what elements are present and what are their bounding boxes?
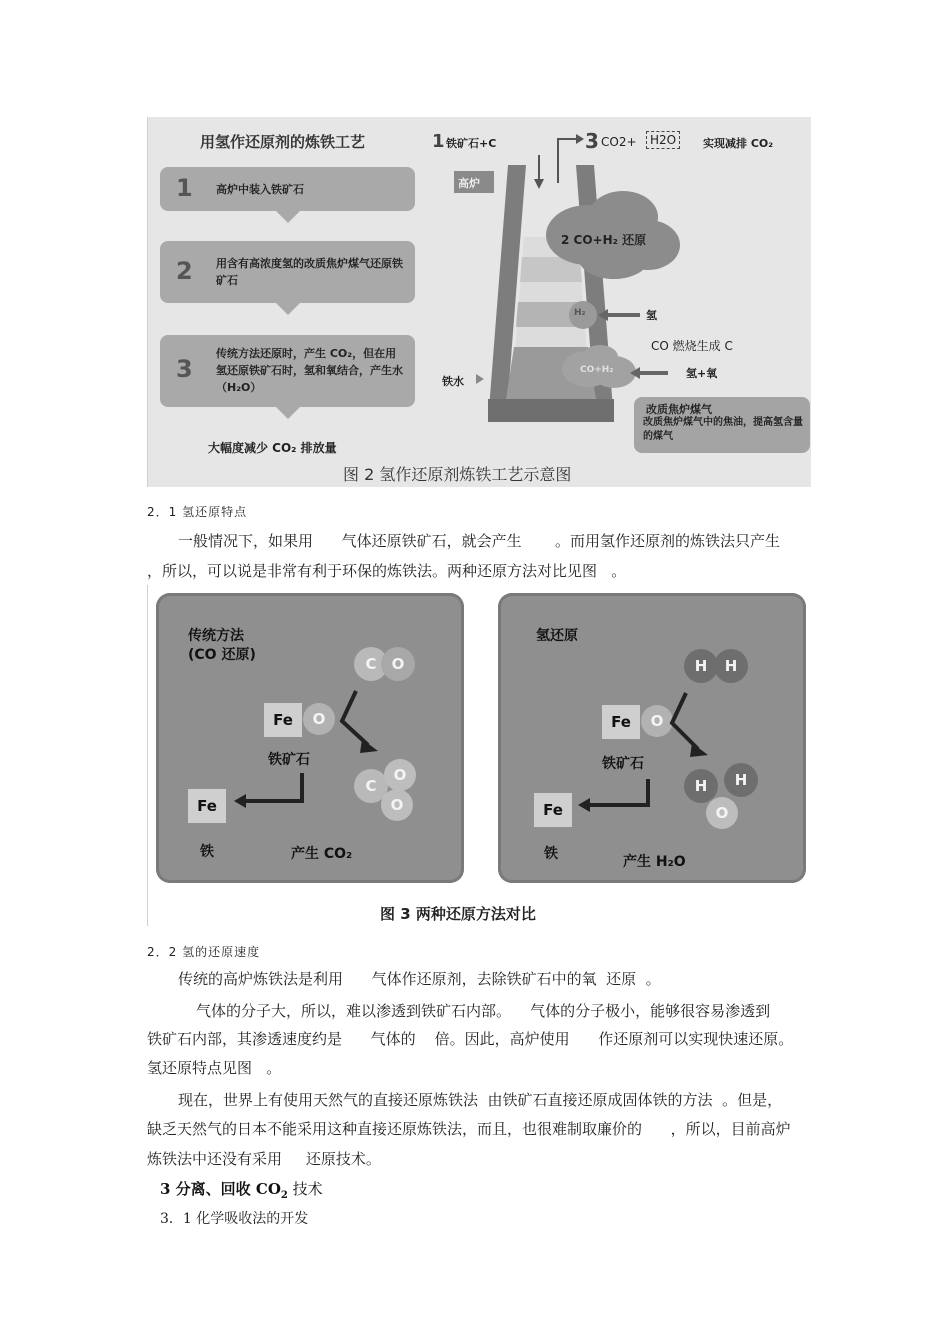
traditional-arrows bbox=[156, 593, 464, 883]
hydrogen-atom: H bbox=[714, 649, 748, 683]
iron-label: 铁 bbox=[544, 846, 558, 862]
hydrogen-label: 氢 bbox=[646, 309, 657, 322]
traditional-method-panel bbox=[156, 593, 464, 883]
paragraph-1-line-2: ，所以，可以说是非常有利于环保的炼铁法。两种还原方法对比见图 。 bbox=[147, 562, 627, 580]
section-3-heading bbox=[160, 1178, 323, 1201]
section-2-2-heading: 2．2 氢的还原速度 bbox=[147, 945, 261, 959]
paragraph-1-line-1: 一般情况下，如果用 气体还原铁矿石，就会产生 。而用氢作还原剂的炼铁法只产生 bbox=[178, 532, 780, 550]
hydrogen-arrows bbox=[498, 593, 806, 883]
input-step-number: 1 bbox=[432, 131, 445, 152]
h2o-product-label: 产生 H₂O bbox=[623, 854, 686, 870]
hot-metal-arrow bbox=[476, 374, 484, 384]
co2-oxygen-atom: O bbox=[384, 759, 416, 791]
input-label: 铁矿石+C bbox=[446, 137, 497, 150]
output-h2o-box: H2O bbox=[646, 131, 680, 149]
coke-gas-title: 改质焦炉煤气 bbox=[646, 403, 712, 416]
section-2-1-heading: 2．1 氢还原特点 bbox=[147, 505, 248, 519]
water-hydrogen-atom: H bbox=[684, 769, 718, 803]
figure-2-caption: 图 2 氢作还原剂炼铁工艺示意图 bbox=[343, 465, 572, 484]
figure-3 bbox=[147, 585, 811, 926]
iron-ore-label: 铁矿石 bbox=[602, 756, 644, 772]
figure-2 bbox=[147, 117, 811, 487]
step-arrow bbox=[276, 407, 300, 419]
paragraph-3-line-3: 氢还原特点见图 。 bbox=[147, 1059, 282, 1077]
step-3-number: 3 bbox=[176, 355, 193, 383]
reduction-label: 2 CO+H₂ 还原 bbox=[561, 233, 647, 247]
hot-metal-label: 铁水 bbox=[442, 375, 464, 388]
paragraph-2-line-1: 传统的高炉炼铁法是利用 气体作还原剂，去除铁矿石中的氧 还原 。 bbox=[178, 970, 661, 988]
section-3-heading-text: 3 分离、回收 CO bbox=[160, 1180, 281, 1198]
step-arrow bbox=[276, 303, 300, 315]
paragraph-3-line-2: 铁矿石内部，其渗透速度约是 气体的 倍。因此，高炉使用 作还原剂可以实现快速还原。 bbox=[147, 1030, 794, 1048]
figure-2-title: 用氢作还原剂的炼铁工艺 bbox=[200, 133, 366, 151]
ore-oxygen-atom: O bbox=[303, 703, 335, 735]
iron-ore-label: 铁矿石 bbox=[268, 752, 310, 768]
step-1-text: 高炉中装入铁矿石 bbox=[216, 183, 304, 196]
paragraph-4-line-1: 现在，世界上有使用天然气的直接还原炼铁法 由铁矿石直接还原成固体铁的方法 。但是， bbox=[178, 1091, 783, 1109]
step-1-box bbox=[160, 167, 415, 211]
water-oxygen-atom: O bbox=[706, 797, 738, 829]
co2-carbon-atom: C bbox=[354, 769, 388, 803]
blast-furnace-diagram bbox=[418, 117, 811, 462]
iron-ore-fe: Fe bbox=[264, 703, 302, 737]
step-3-text: 传统方法还原时，产生 CO₂，但在用氢还原铁矿石时，氢和氧结合，产生水（H₂O） bbox=[216, 347, 403, 394]
ore-to-iron-arrow bbox=[242, 773, 302, 801]
iron-fe: Fe bbox=[534, 793, 572, 827]
paragraph-3-line-1: 气体的分子大，所以，难以渗透到铁矿石内部。 气体的分子极小，能够很容易渗透到 bbox=[196, 1002, 771, 1020]
coke-gas-text: 改质焦炉煤气中的焦油，提高氢含量的煤气 bbox=[643, 417, 803, 442]
ore-oxygen-atom: O bbox=[641, 705, 673, 737]
step-arrow bbox=[276, 211, 300, 223]
reaction-arrow bbox=[672, 693, 698, 749]
water-hydrogen-atom: H bbox=[724, 763, 758, 797]
output-step-number: 3 bbox=[585, 129, 599, 153]
co2-oxygen-atom: O bbox=[381, 789, 413, 821]
co-h2-label: CO+H₂ bbox=[580, 365, 614, 375]
oxygen-atom: O bbox=[381, 647, 415, 681]
furnace-base bbox=[488, 399, 614, 422]
step-2-number: 2 bbox=[176, 257, 193, 285]
reaction-arrow bbox=[342, 691, 368, 745]
hydrogen-atom: H bbox=[684, 649, 718, 683]
hydrogen-method-title: 氢还原 bbox=[536, 628, 578, 644]
section-3-heading-subscript: 2 bbox=[280, 1190, 288, 1201]
ore-to-iron-arrow bbox=[586, 779, 648, 805]
paragraph-4-line-3: 炼铁法中还没有采用 还原技术。 bbox=[147, 1150, 381, 1168]
step-2-box bbox=[160, 241, 415, 303]
output-result: 实现减排 CO₂ bbox=[703, 137, 774, 150]
step-2-text: 用含有高浓度氢的改质焦炉煤气还原铁矿石 bbox=[216, 257, 403, 287]
figure-3-caption: 图 3 两种还原方法对比 bbox=[380, 905, 536, 923]
section-3-heading-tail: 技术 bbox=[287, 1180, 323, 1198]
h2-label: H₂ bbox=[574, 308, 586, 318]
iron-fe: Fe bbox=[188, 789, 226, 823]
output-arrow bbox=[558, 139, 578, 183]
co-combustion-label: CO 燃烧生成 C bbox=[651, 339, 733, 353]
output-co2: CO2+ bbox=[601, 135, 637, 149]
paragraph-4-line-2: 缺乏天然气的日本不能采用这种直接还原炼铁法，而且，也很难制取廉价的 ，所以，目前高炉 bbox=[147, 1120, 791, 1138]
conclusion-text: 大幅度减少 CO₂ 排放量 bbox=[208, 441, 337, 455]
hydrogen-method-panel bbox=[498, 593, 806, 883]
traditional-method-title: 传统方法 (CO 还原) bbox=[188, 628, 256, 663]
iron-label: 铁 bbox=[200, 844, 214, 860]
step-3-box bbox=[160, 335, 415, 407]
iron-ore-fe: Fe bbox=[602, 705, 640, 739]
inlet-label: 氢+氧 bbox=[686, 367, 718, 380]
step-1-number: 1 bbox=[176, 174, 193, 202]
co2-product-label: 产生 CO₂ bbox=[291, 846, 353, 862]
furnace-label: 高炉 bbox=[458, 177, 480, 190]
section-3-1-heading: 3．1 化学吸收法的开发 bbox=[160, 1211, 309, 1227]
carbon-atom: C bbox=[354, 647, 388, 681]
